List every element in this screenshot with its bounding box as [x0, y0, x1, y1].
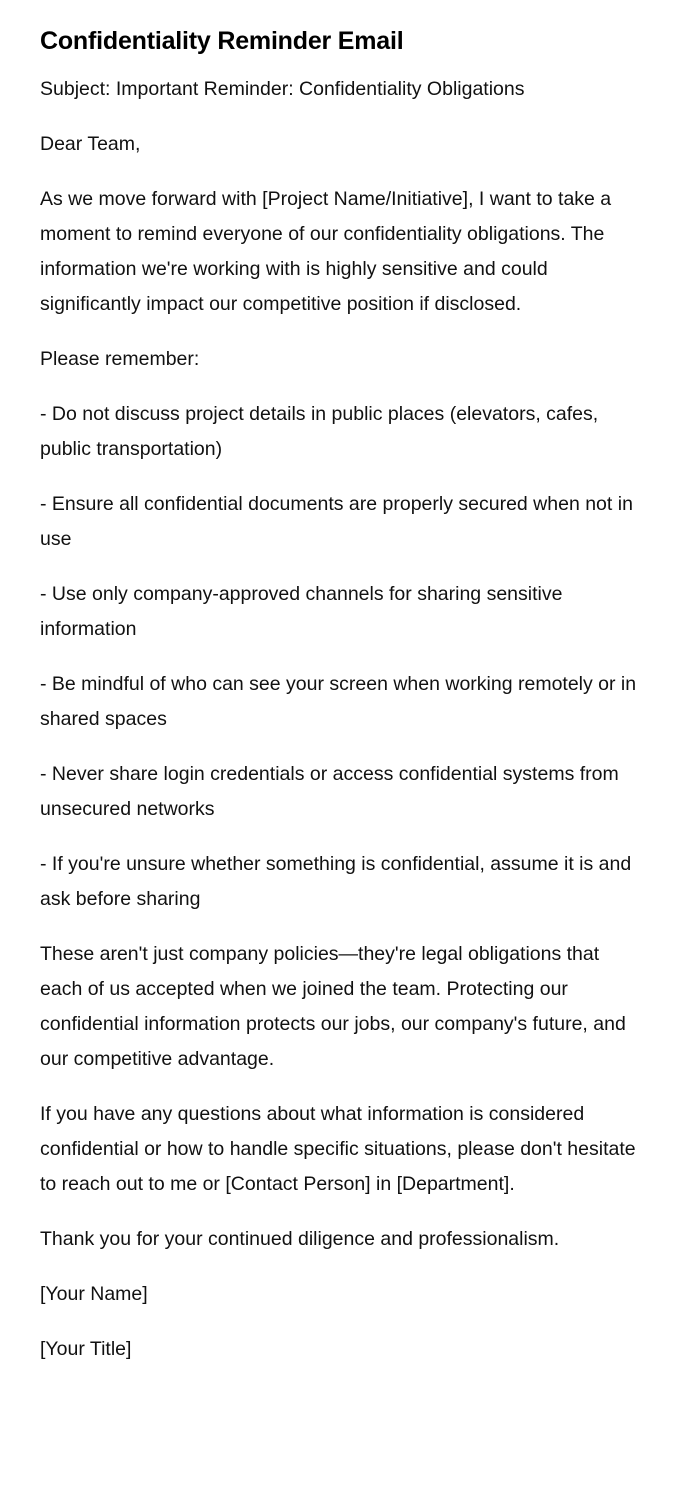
reminder-item: - Never share login credentials or access confidential systems from unsecured networks [40, 763, 619, 820]
thanks-line: Thank you for your continued diligence and professionalism. [40, 1228, 560, 1250]
intro-paragraph: As we move forward with [Project Name/Initiative], I want to take a moment to remind everyone of our confidentiality obligations. The information we're working with is highly sensitive and could significantly impact our competitive position if disclosed. [40, 188, 612, 315]
legal-note-paragraph: These aren't just company policies—they're legal obligations that each of us accepted when we joined the team. Protecting our confidential information protects our jobs, our company's future, and our competitive advantage. [40, 943, 626, 1070]
list-intro: Please remember: [40, 348, 200, 370]
reminder-item: - Use only company-approved channels for sharing sensitive information [40, 583, 563, 640]
reminder-item: - If you're unsure whether something is confidential, assume it is and ask before sharing [40, 853, 632, 910]
questions-paragraph: If you have any questions about what information is considered confidential or how to handle specific situations, please don't hesitate to reach out to me or [Contact Person] in [Department]. [40, 1103, 636, 1195]
reminder-item: - Be mindful of who can see your screen when working remotely or in shared spaces [40, 673, 637, 730]
email-greeting: Dear Team, [40, 133, 141, 155]
document-title: Confidentiality Reminder Email [40, 27, 404, 55]
signature-name: [Your Name] [40, 1283, 148, 1305]
reminder-item: - Ensure all confidential documents are properly secured when not in use [40, 493, 633, 550]
email-subject: Subject: Important Reminder: Confidentiality Obligations [40, 78, 525, 100]
reminder-item: - Do not discuss project details in public places (elevators, cafes, public transportation) [40, 403, 599, 460]
signature-title: [Your Title] [40, 1338, 132, 1360]
